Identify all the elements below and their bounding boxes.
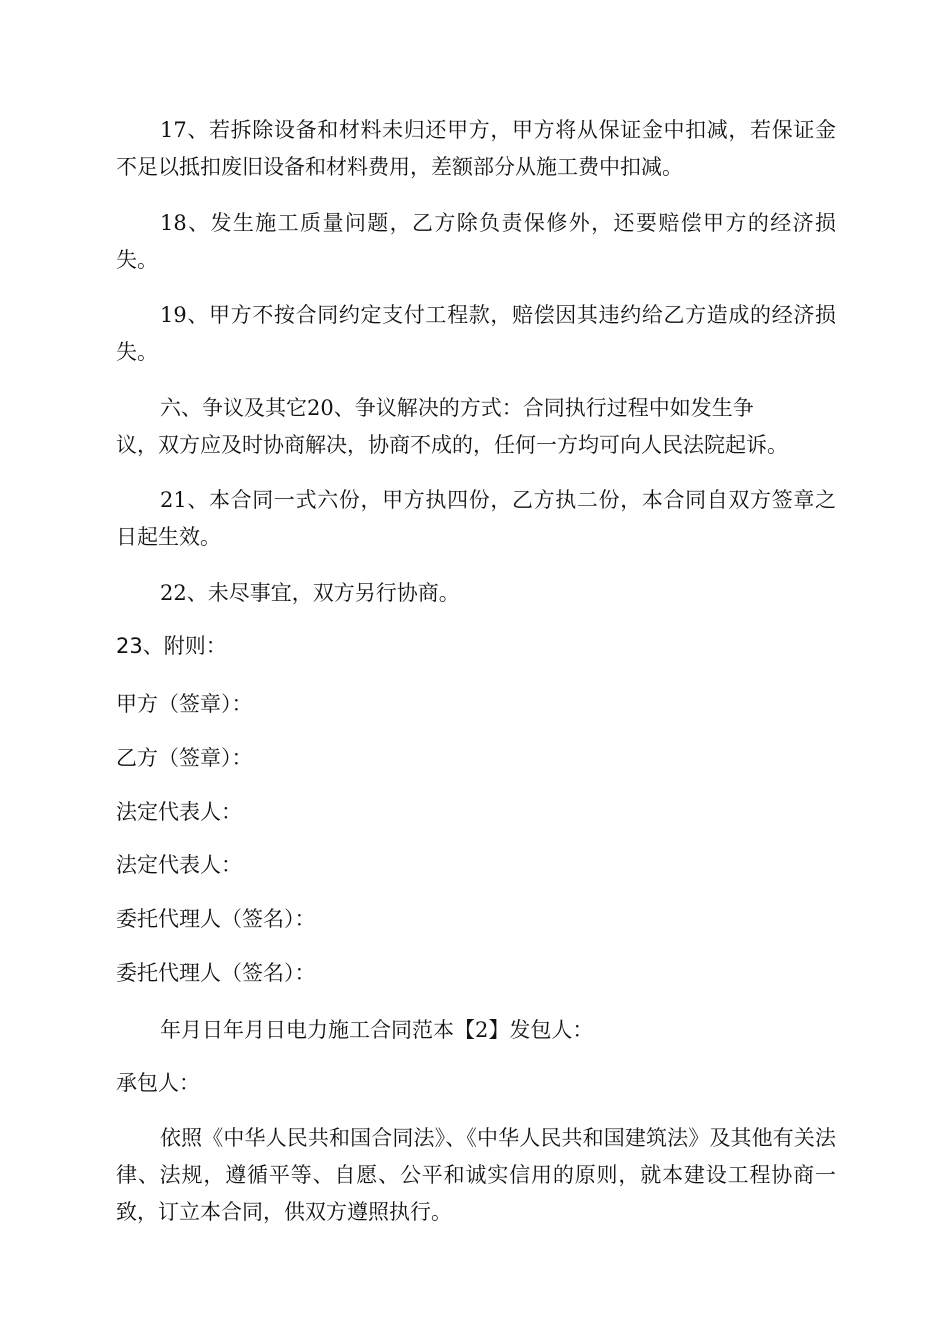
clause-23-text: 、附则： [142,634,227,658]
contractor-label: 承包人： [116,1071,200,1095]
clause-20-line-2: 议，双方应及时协商解决，协商不成的，任何一方均可向人民法院起诉。 [116,433,788,457]
date-and-contract-title: 年月日年月日电力施工合同范本【2】发包人： [160,1018,594,1042]
authorized-agent-label-2: 委托代理人（签名）： [116,961,316,985]
clause-17: 17、若拆除设备和材料未归还甲方，甲方将从保证金中扣减，若保证金不足以抵扣废旧设备和材料费用，差额部分从施工费中扣减。 [116,118,836,179]
contract-basis-paragraph: 依照《中华人民共和国合同法》、《中华人民共和国建筑法》及其他有关法律、法规，遵循平等、自愿、公平和诚实信用的原则，就本建设工程协商一致，订立本合同，供双方遵照执行。 [116,1126,836,1224]
clause-19: 19、甲方不按合同约定支付工程款，赔偿因其违约给乙方造成的经济损失。 [116,303,836,364]
legal-representative-label-2: 法定代表人： [116,853,242,877]
clause-21: 21、本合同一式六份，甲方执四份，乙方执二份，本合同自双方签章之日起生效。 [116,488,836,549]
clause-23 [116,628,836,665]
party-b-signature-label: 乙方（签章）： [116,746,253,770]
clause-22: 22、未尽事宜，双方另行协商。 [160,581,460,605]
authorized-agent-label-1: 委托代理人（签名）： [116,907,316,931]
party-a-signature-label: 甲方（签章）： [116,692,253,716]
legal-representative-label-1: 法定代表人： [116,800,242,824]
clause-23-number: 23 [116,634,143,658]
clause-20-line-1: 六、争议及其它20、争议解决的方式：合同执行过程中如发生争 [160,396,754,420]
clause-18: 18、发生施工质量问题，乙方除负责保修外，还要赔偿甲方的经济损失。 [116,211,836,272]
